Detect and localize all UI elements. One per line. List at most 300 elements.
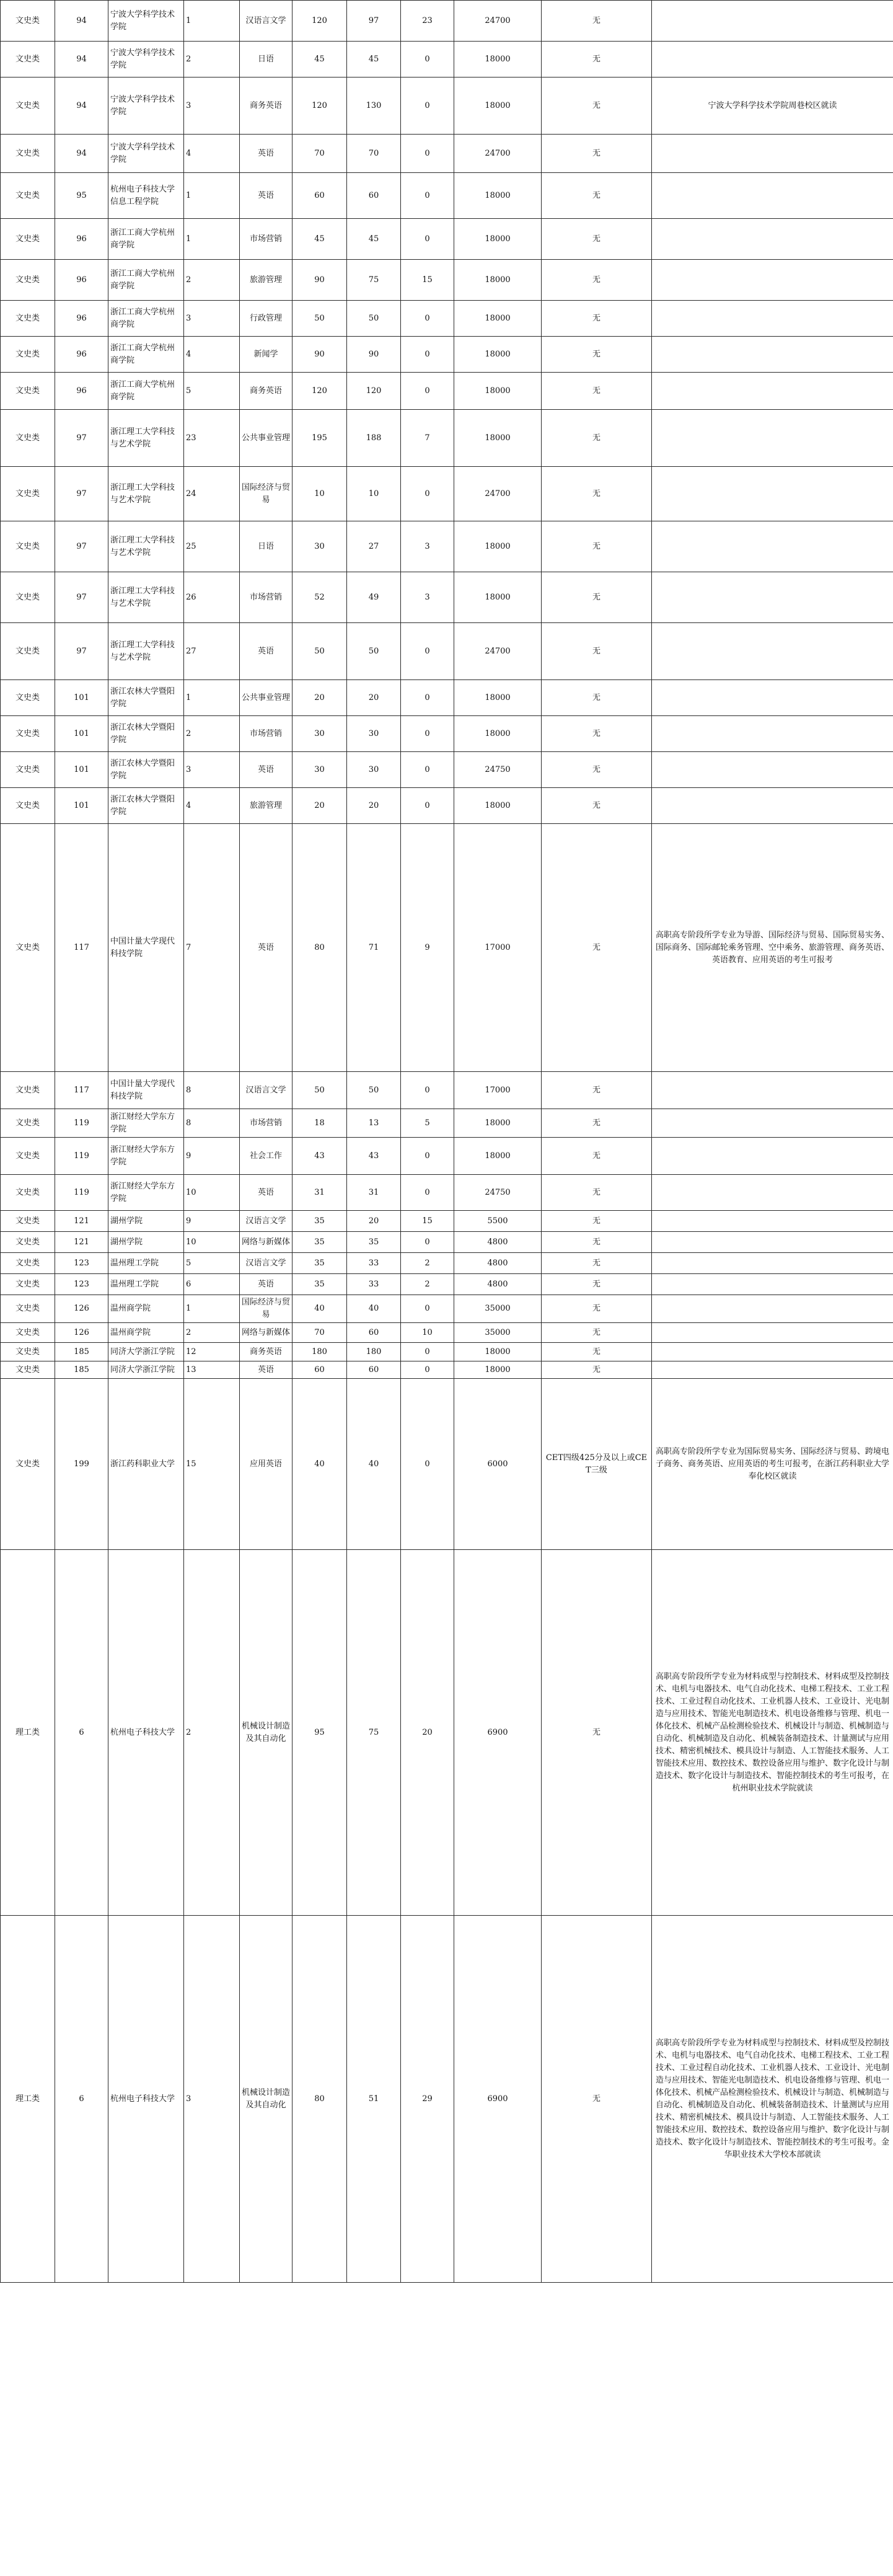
table-row xyxy=(1,410,893,467)
school-code-cell: 101 xyxy=(55,716,108,752)
tuition-cell: 18000 xyxy=(454,219,542,260)
major-number-cell: 3 xyxy=(184,752,240,788)
category-cell: 文史类 xyxy=(1,410,55,467)
remaining-count-cell: 0 xyxy=(401,135,454,173)
school-code-cell: 117 xyxy=(55,824,108,1072)
school-name-cell: 温州商学院 xyxy=(108,1323,184,1343)
requirement-cell: 无 xyxy=(542,1916,652,2283)
plan-count-cell: 80 xyxy=(293,824,347,1072)
school-name-cell: 浙江农林大学暨阳学院 xyxy=(108,788,184,824)
tuition-cell: 24700 xyxy=(454,467,542,521)
tuition-cell: 18000 xyxy=(454,1361,542,1379)
requirement-cell: 无 xyxy=(542,260,652,301)
category-cell: 文史类 xyxy=(1,1253,55,1274)
plan-count-cell: 35 xyxy=(293,1232,347,1253)
category-cell: 文史类 xyxy=(1,173,55,219)
tuition-cell: 18000 xyxy=(454,337,542,373)
school-name-cell: 湖州学院 xyxy=(108,1232,184,1253)
plan-count-cell: 43 xyxy=(293,1138,347,1175)
plan-count-cell: 60 xyxy=(293,1361,347,1379)
major-number-cell: 25 xyxy=(184,521,240,572)
admitted-count-cell: 33 xyxy=(347,1274,401,1295)
admitted-count-cell: 30 xyxy=(347,716,401,752)
requirement-cell: 无 xyxy=(542,1,652,42)
major-name-cell: 英语 xyxy=(240,1175,293,1211)
major-name-cell: 网络与新媒体 xyxy=(240,1232,293,1253)
tuition-cell: 18000 xyxy=(454,373,542,410)
table-row xyxy=(1,1109,893,1138)
admitted-count-cell: 27 xyxy=(347,521,401,572)
school-name-cell: 温州理工学院 xyxy=(108,1274,184,1295)
school-code-cell: 96 xyxy=(55,337,108,373)
school-code-cell: 96 xyxy=(55,260,108,301)
table-row xyxy=(1,337,893,373)
requirement-cell: 无 xyxy=(542,1274,652,1295)
remaining-count-cell: 0 xyxy=(401,337,454,373)
category-cell: 文史类 xyxy=(1,337,55,373)
school-name-cell: 宁波大学科学技术学院 xyxy=(108,42,184,77)
requirement-cell: 无 xyxy=(542,521,652,572)
plan-count-cell: 50 xyxy=(293,1072,347,1109)
admitted-count-cell: 90 xyxy=(347,337,401,373)
admitted-count-cell: 43 xyxy=(347,1138,401,1175)
tuition-cell: 18000 xyxy=(454,788,542,824)
school-code-cell: 119 xyxy=(55,1175,108,1211)
plan-count-cell: 20 xyxy=(293,788,347,824)
plan-count-cell: 30 xyxy=(293,752,347,788)
school-name-cell: 宁波大学科学技术学院 xyxy=(108,77,184,135)
major-name-cell: 英语 xyxy=(240,623,293,680)
major-number-cell: 4 xyxy=(184,788,240,824)
requirement-cell: 无 xyxy=(542,788,652,824)
remark-cell: 高职高专阶段所学专业为材料成型与控制技术、材料成型及控制技术、电机与电器技术、电气自动化技术、电梯工程技术、工业工程技术、工业过程自动化技术、工业机器人技术、工业设计、光电制造与应用技术、智能光电制造技术、机电设备维修与管理、机电一体化技术、机械产品检测检验技术、机械设计与制造、机械制造与自动化、机械制造及自动化、机械装备制造技术、计量测试与应用技术、精密机械技术、模具设计与制造、人工智能技术服务、人工智能技术应用、数控技术、数控设备应用与维护、数字化设计与制造技术、数字化设计与制造技术、智能控制技术的考生可报考，在杭州职业技术学院就读 xyxy=(652,1550,893,1916)
major-name-cell: 商务英语 xyxy=(240,77,293,135)
table-row xyxy=(1,219,893,260)
remark-cell xyxy=(652,373,893,410)
table-row xyxy=(1,373,893,410)
major-name-cell: 汉语言文学 xyxy=(240,1211,293,1232)
remark-cell: 宁波大学科学技术学院周巷校区就读 xyxy=(652,77,893,135)
major-name-cell: 汉语言文学 xyxy=(240,1072,293,1109)
requirement-cell: 无 xyxy=(542,410,652,467)
school-name-cell: 中国计量大学现代科技学院 xyxy=(108,824,184,1072)
category-cell: 理工类 xyxy=(1,1550,55,1916)
major-number-cell: 3 xyxy=(184,77,240,135)
major-number-cell: 6 xyxy=(184,1274,240,1295)
remark-cell xyxy=(652,1109,893,1138)
remaining-count-cell: 3 xyxy=(401,521,454,572)
school-code-cell: 94 xyxy=(55,42,108,77)
table-row xyxy=(1,1232,893,1253)
category-cell: 文史类 xyxy=(1,572,55,623)
major-name-cell: 市场营销 xyxy=(240,1109,293,1138)
tuition-cell: 18000 xyxy=(454,1138,542,1175)
requirement-cell: 无 xyxy=(542,1550,652,1916)
remaining-count-cell: 29 xyxy=(401,1916,454,2283)
remark-cell xyxy=(652,1343,893,1361)
tuition-cell: 18000 xyxy=(454,1109,542,1138)
school-code-cell: 94 xyxy=(55,1,108,42)
school-name-cell: 宁波大学科学技术学院 xyxy=(108,1,184,42)
admitted-count-cell: 13 xyxy=(347,1109,401,1138)
category-cell: 文史类 xyxy=(1,1072,55,1109)
school-name-cell: 浙江理工大学科技与艺术学院 xyxy=(108,623,184,680)
school-name-cell: 浙江工商大学杭州商学院 xyxy=(108,219,184,260)
remark-cell xyxy=(652,1175,893,1211)
tuition-cell: 18000 xyxy=(454,77,542,135)
admitted-count-cell: 50 xyxy=(347,623,401,680)
school-code-cell: 6 xyxy=(55,1916,108,2283)
requirement-cell: 无 xyxy=(542,219,652,260)
remark-cell xyxy=(652,219,893,260)
plan-count-cell: 20 xyxy=(293,680,347,716)
school-code-cell: 121 xyxy=(55,1232,108,1253)
plan-count-cell: 40 xyxy=(293,1295,347,1323)
table-row xyxy=(1,77,893,135)
major-name-cell: 英语 xyxy=(240,1274,293,1295)
requirement-cell: 无 xyxy=(542,373,652,410)
remark-cell xyxy=(652,521,893,572)
remaining-count-cell: 0 xyxy=(401,467,454,521)
major-number-cell: 23 xyxy=(184,410,240,467)
remaining-count-cell: 0 xyxy=(401,301,454,337)
school-name-cell: 同济大学浙江学院 xyxy=(108,1361,184,1379)
tuition-cell: 6000 xyxy=(454,1379,542,1550)
school-name-cell: 浙江农林大学暨阳学院 xyxy=(108,716,184,752)
admitted-count-cell: 35 xyxy=(347,1232,401,1253)
remaining-count-cell: 15 xyxy=(401,260,454,301)
admitted-count-cell: 31 xyxy=(347,1175,401,1211)
plan-count-cell: 35 xyxy=(293,1274,347,1295)
plan-count-cell: 95 xyxy=(293,1550,347,1916)
plan-count-cell: 60 xyxy=(293,173,347,219)
category-cell: 文史类 xyxy=(1,716,55,752)
remaining-count-cell: 0 xyxy=(401,1138,454,1175)
school-name-cell: 湖州学院 xyxy=(108,1211,184,1232)
tuition-cell: 18000 xyxy=(454,173,542,219)
major-number-cell: 1 xyxy=(184,1295,240,1323)
admitted-count-cell: 71 xyxy=(347,824,401,1072)
major-name-cell: 国际经济与贸易 xyxy=(240,1295,293,1323)
plan-count-cell: 18 xyxy=(293,1109,347,1138)
requirement-cell: 无 xyxy=(542,1232,652,1253)
requirement-cell: 无 xyxy=(542,135,652,173)
school-name-cell: 浙江理工大学科技与艺术学院 xyxy=(108,521,184,572)
school-name-cell: 宁波大学科学技术学院 xyxy=(108,135,184,173)
major-name-cell: 商务英语 xyxy=(240,1343,293,1361)
remark-cell xyxy=(652,1253,893,1274)
table-row xyxy=(1,824,893,1072)
requirement-cell: 无 xyxy=(542,1138,652,1175)
school-name-cell: 同济大学浙江学院 xyxy=(108,1343,184,1361)
plan-count-cell: 30 xyxy=(293,521,347,572)
remaining-count-cell: 0 xyxy=(401,752,454,788)
school-code-cell: 96 xyxy=(55,373,108,410)
tuition-cell: 18000 xyxy=(454,410,542,467)
plan-count-cell: 30 xyxy=(293,716,347,752)
plan-count-cell: 52 xyxy=(293,572,347,623)
remark-cell xyxy=(652,42,893,77)
major-number-cell: 1 xyxy=(184,680,240,716)
requirement-cell: 无 xyxy=(542,1211,652,1232)
table-row xyxy=(1,1343,893,1361)
remaining-count-cell: 0 xyxy=(401,373,454,410)
school-name-cell: 杭州电子科技大学信息工程学院 xyxy=(108,173,184,219)
school-code-cell: 6 xyxy=(55,1550,108,1916)
school-name-cell: 浙江工商大学杭州商学院 xyxy=(108,301,184,337)
remaining-count-cell: 3 xyxy=(401,572,454,623)
tuition-cell: 6900 xyxy=(454,1550,542,1916)
remark-cell xyxy=(652,135,893,173)
major-number-cell: 27 xyxy=(184,623,240,680)
remark-cell xyxy=(652,788,893,824)
category-cell: 文史类 xyxy=(1,1323,55,1343)
requirement-cell: 无 xyxy=(542,1343,652,1361)
plan-count-cell: 90 xyxy=(293,337,347,373)
category-cell: 文史类 xyxy=(1,1343,55,1361)
major-name-cell: 日语 xyxy=(240,42,293,77)
major-name-cell: 汉语言文学 xyxy=(240,1253,293,1274)
table-row xyxy=(1,1138,893,1175)
remaining-count-cell: 5 xyxy=(401,1109,454,1138)
major-name-cell: 旅游管理 xyxy=(240,788,293,824)
school-code-cell: 126 xyxy=(55,1295,108,1323)
category-cell: 文史类 xyxy=(1,1274,55,1295)
major-number-cell: 10 xyxy=(184,1232,240,1253)
school-code-cell: 97 xyxy=(55,623,108,680)
table-row xyxy=(1,716,893,752)
school-name-cell: 浙江农林大学暨阳学院 xyxy=(108,680,184,716)
category-cell: 文史类 xyxy=(1,373,55,410)
school-code-cell: 94 xyxy=(55,77,108,135)
school-name-cell: 浙江农林大学暨阳学院 xyxy=(108,752,184,788)
remaining-count-cell: 0 xyxy=(401,42,454,77)
table-row xyxy=(1,1253,893,1274)
plan-count-cell: 50 xyxy=(293,301,347,337)
school-code-cell: 119 xyxy=(55,1109,108,1138)
school-name-cell: 浙江财经大学东方学院 xyxy=(108,1138,184,1175)
admitted-count-cell: 45 xyxy=(347,42,401,77)
category-cell: 文史类 xyxy=(1,1138,55,1175)
admitted-count-cell: 40 xyxy=(347,1379,401,1550)
category-cell: 理工类 xyxy=(1,1916,55,2283)
major-number-cell: 7 xyxy=(184,824,240,1072)
school-name-cell: 浙江工商大学杭州商学院 xyxy=(108,260,184,301)
school-code-cell: 101 xyxy=(55,752,108,788)
table-row xyxy=(1,1211,893,1232)
major-name-cell: 市场营销 xyxy=(240,572,293,623)
major-number-cell: 13 xyxy=(184,1361,240,1379)
major-number-cell: 9 xyxy=(184,1211,240,1232)
admitted-count-cell: 51 xyxy=(347,1916,401,2283)
school-code-cell: 101 xyxy=(55,788,108,824)
remark-cell xyxy=(652,410,893,467)
plan-count-cell: 195 xyxy=(293,410,347,467)
tuition-cell: 24700 xyxy=(454,623,542,680)
requirement-cell: 无 xyxy=(542,337,652,373)
table-row xyxy=(1,467,893,521)
remaining-count-cell: 0 xyxy=(401,716,454,752)
remark-cell xyxy=(652,1295,893,1323)
plan-count-cell: 90 xyxy=(293,260,347,301)
school-name-cell: 浙江理工大学科技与艺术学院 xyxy=(108,410,184,467)
remark-cell xyxy=(652,260,893,301)
remaining-count-cell: 0 xyxy=(401,1175,454,1211)
school-code-cell: 199 xyxy=(55,1379,108,1550)
requirement-cell: 无 xyxy=(542,1072,652,1109)
admitted-count-cell: 30 xyxy=(347,752,401,788)
major-name-cell: 市场营销 xyxy=(240,219,293,260)
category-cell: 文史类 xyxy=(1,1109,55,1138)
major-name-cell: 英语 xyxy=(240,135,293,173)
table-row xyxy=(1,1361,893,1379)
major-number-cell: 1 xyxy=(184,173,240,219)
category-cell: 文史类 xyxy=(1,1379,55,1550)
remark-cell xyxy=(652,1361,893,1379)
category-cell: 文史类 xyxy=(1,219,55,260)
school-code-cell: 123 xyxy=(55,1253,108,1274)
table-row xyxy=(1,1072,893,1109)
major-number-cell: 24 xyxy=(184,467,240,521)
admitted-count-cell: 188 xyxy=(347,410,401,467)
tuition-cell: 4800 xyxy=(454,1274,542,1295)
major-name-cell: 社会工作 xyxy=(240,1138,293,1175)
remaining-count-cell: 0 xyxy=(401,1295,454,1323)
remaining-count-cell: 0 xyxy=(401,1232,454,1253)
tuition-cell: 18000 xyxy=(454,716,542,752)
major-name-cell: 英语 xyxy=(240,824,293,1072)
table-row xyxy=(1,572,893,623)
major-name-cell: 汉语言文学 xyxy=(240,1,293,42)
requirement-cell: 无 xyxy=(542,824,652,1072)
major-name-cell: 机械设计制造及其自动化 xyxy=(240,1916,293,2283)
major-name-cell: 日语 xyxy=(240,521,293,572)
requirement-cell: 无 xyxy=(542,1253,652,1274)
school-code-cell: 96 xyxy=(55,219,108,260)
category-cell: 文史类 xyxy=(1,623,55,680)
school-code-cell: 94 xyxy=(55,135,108,173)
remark-cell: 高职高专阶段所学专业为材料成型与控制技术、材料成型及控制技术、电机与电器技术、电气自动化技术、电梯工程技术、工业工程技术、工业过程自动化技术、工业机器人技术、工业设计、光电制造与应用技术、智能光电制造技术、机电设备维修与管理、机电一体化技术、机械产品检测检验技术、机械设计与制造、机械制造与自动化、机械制造及自动化、机械装备制造技术、计量测试与应用技术、精密机械技术、模具设计与制造、人工智能技术服务、人工智能技术应用、数控技术、数控设备应用与维护、数字化设计与制造技术、数字化设计与制造技术、智能控制技术的考生可报考。金华职业技术大学校本部就读 xyxy=(652,1916,893,2283)
table-row xyxy=(1,752,893,788)
requirement-cell: 无 xyxy=(542,77,652,135)
category-cell: 文史类 xyxy=(1,1211,55,1232)
category-cell: 文史类 xyxy=(1,135,55,173)
category-cell: 文史类 xyxy=(1,752,55,788)
major-number-cell: 5 xyxy=(184,1253,240,1274)
remark-cell xyxy=(652,752,893,788)
category-cell: 文史类 xyxy=(1,1295,55,1323)
school-code-cell: 95 xyxy=(55,173,108,219)
remark-cell xyxy=(652,680,893,716)
remaining-count-cell: 0 xyxy=(401,77,454,135)
remaining-count-cell: 0 xyxy=(401,173,454,219)
school-name-cell: 浙江药科职业大学 xyxy=(108,1379,184,1550)
admitted-count-cell: 20 xyxy=(347,788,401,824)
requirement-cell: 无 xyxy=(542,42,652,77)
plan-count-cell: 70 xyxy=(293,1323,347,1343)
tuition-cell: 4800 xyxy=(454,1232,542,1253)
requirement-cell: 无 xyxy=(542,467,652,521)
major-name-cell: 公共事业管理 xyxy=(240,410,293,467)
admitted-count-cell: 60 xyxy=(347,173,401,219)
plan-count-cell: 120 xyxy=(293,77,347,135)
plan-count-cell: 10 xyxy=(293,467,347,521)
tuition-cell: 18000 xyxy=(454,301,542,337)
major-number-cell: 9 xyxy=(184,1138,240,1175)
school-name-cell: 杭州电子科技大学 xyxy=(108,1550,184,1916)
plan-count-cell: 180 xyxy=(293,1343,347,1361)
tuition-cell: 35000 xyxy=(454,1323,542,1343)
major-number-cell: 4 xyxy=(184,135,240,173)
tuition-cell: 18000 xyxy=(454,260,542,301)
category-cell: 文史类 xyxy=(1,1232,55,1253)
admitted-count-cell: 75 xyxy=(347,260,401,301)
remark-cell: 高职高专阶段所学专业为国际贸易实务、国际经济与贸易、跨境电子商务、商务英语、应用英语的考生可报考，在浙江药科职业大学奉化校区就读 xyxy=(652,1379,893,1550)
admitted-count-cell: 45 xyxy=(347,219,401,260)
major-number-cell: 3 xyxy=(184,1916,240,2283)
remaining-count-cell: 0 xyxy=(401,680,454,716)
major-number-cell: 2 xyxy=(184,260,240,301)
table-row xyxy=(1,1,893,42)
admitted-count-cell: 20 xyxy=(347,680,401,716)
table-row xyxy=(1,301,893,337)
remark-cell xyxy=(652,1,893,42)
tuition-cell: 24750 xyxy=(454,752,542,788)
admitted-count-cell: 75 xyxy=(347,1550,401,1916)
tuition-cell: 24700 xyxy=(454,135,542,173)
plan-count-cell: 45 xyxy=(293,219,347,260)
table-row xyxy=(1,135,893,173)
tuition-cell: 24750 xyxy=(454,1175,542,1211)
school-name-cell: 浙江财经大学东方学院 xyxy=(108,1175,184,1211)
remark-cell xyxy=(652,1072,893,1109)
tuition-cell: 18000 xyxy=(454,42,542,77)
category-cell: 文史类 xyxy=(1,467,55,521)
table-row xyxy=(1,1295,893,1323)
remaining-count-cell: 0 xyxy=(401,623,454,680)
requirement-cell: 无 xyxy=(542,1323,652,1343)
requirement-cell: 无 xyxy=(542,1109,652,1138)
tuition-cell: 18000 xyxy=(454,680,542,716)
admitted-count-cell: 40 xyxy=(347,1295,401,1323)
table-row xyxy=(1,1323,893,1343)
admitted-count-cell: 33 xyxy=(347,1253,401,1274)
category-cell: 文史类 xyxy=(1,301,55,337)
table-row xyxy=(1,680,893,716)
category-cell: 文史类 xyxy=(1,824,55,1072)
major-number-cell: 2 xyxy=(184,716,240,752)
school-name-cell: 温州商学院 xyxy=(108,1295,184,1323)
category-cell: 文史类 xyxy=(1,1,55,42)
remark-cell xyxy=(652,1323,893,1343)
category-cell: 文史类 xyxy=(1,521,55,572)
major-number-cell: 8 xyxy=(184,1109,240,1138)
major-number-cell: 3 xyxy=(184,301,240,337)
major-number-cell: 2 xyxy=(184,1323,240,1343)
remaining-count-cell: 20 xyxy=(401,1550,454,1916)
school-code-cell: 101 xyxy=(55,680,108,716)
plan-count-cell: 70 xyxy=(293,135,347,173)
remark-cell xyxy=(652,337,893,373)
remaining-count-cell: 7 xyxy=(401,410,454,467)
admitted-count-cell: 70 xyxy=(347,135,401,173)
table-row xyxy=(1,42,893,77)
admitted-count-cell: 60 xyxy=(347,1323,401,1343)
tuition-cell: 5500 xyxy=(454,1211,542,1232)
plan-count-cell: 35 xyxy=(293,1211,347,1232)
school-code-cell: 96 xyxy=(55,301,108,337)
school-code-cell: 97 xyxy=(55,572,108,623)
